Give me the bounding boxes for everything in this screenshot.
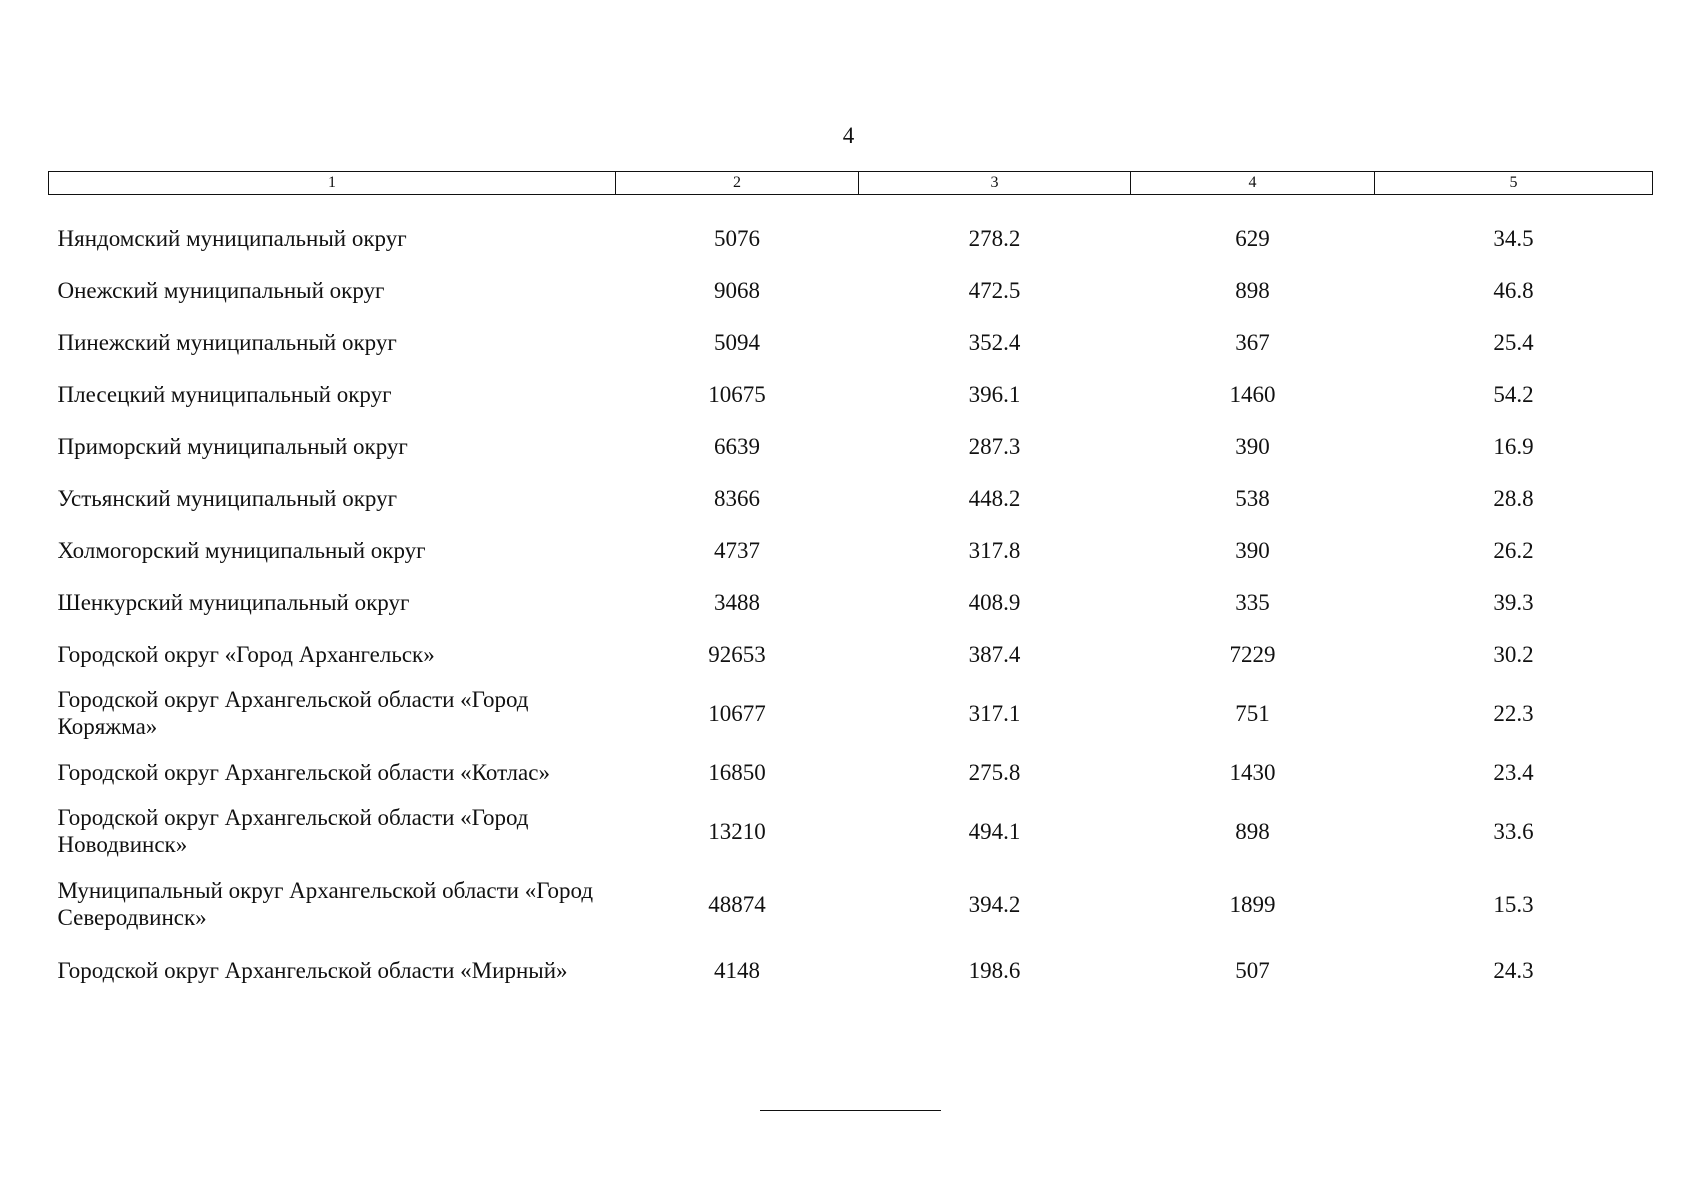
cell-col-4: 390 xyxy=(1235,537,1270,563)
cell-col-4: 335 xyxy=(1235,589,1270,615)
table-row xyxy=(49,316,1653,368)
column-header-5: 5 xyxy=(1375,172,1653,195)
table-row xyxy=(49,944,1653,996)
table-row xyxy=(49,472,1653,524)
cell-col-5: 34.5 xyxy=(1493,225,1534,251)
cell-col-4: 1430 xyxy=(1229,759,1276,785)
cell-col-5: 25.4 xyxy=(1493,329,1534,355)
cell-col-3: 275.8 xyxy=(968,759,1021,785)
column-header-2: 2 xyxy=(616,172,859,195)
table-row xyxy=(49,264,1653,316)
table-row xyxy=(49,680,1653,746)
table-row xyxy=(49,420,1653,472)
cell-col-4: 507 xyxy=(1235,957,1270,983)
cell-col-4: 1899 xyxy=(1229,891,1276,917)
municipality-name: Муниципальный округ Архангельской области «Город Северодвинск» xyxy=(57,878,594,930)
cell-col-2: 6639 xyxy=(714,433,760,459)
cell-col-3: 494.1 xyxy=(968,818,1021,844)
cell-col-2: 13210 xyxy=(708,818,766,844)
cell-col-2: 4737 xyxy=(714,537,760,563)
cell-col-5: 26.2 xyxy=(1493,537,1534,563)
cell-col-5: 23.4 xyxy=(1493,759,1534,785)
cell-col-2: 3488 xyxy=(714,589,760,615)
cell-col-4: 367 xyxy=(1235,329,1270,355)
cell-col-5: 15.3 xyxy=(1493,891,1534,917)
cell-col-2: 10675 xyxy=(708,381,766,407)
municipality-name: Приморский муниципальный округ xyxy=(57,433,408,459)
cell-col-4: 751 xyxy=(1235,700,1270,726)
cell-col-4: 1460 xyxy=(1229,381,1276,407)
cell-col-4: 538 xyxy=(1235,485,1270,511)
table-row xyxy=(49,368,1653,420)
cell-col-3: 198.6 xyxy=(968,957,1021,983)
cell-col-2: 9068 xyxy=(714,277,760,303)
table-row xyxy=(49,746,1653,798)
cell-col-3: 278.2 xyxy=(968,225,1021,251)
cell-col-3: 387.4 xyxy=(968,641,1021,667)
cell-col-4: 629 xyxy=(1235,225,1270,251)
cell-col-2: 4148 xyxy=(714,957,760,983)
cell-col-5: 39.3 xyxy=(1493,589,1534,615)
column-header-4: 4 xyxy=(1131,172,1375,195)
table-row xyxy=(49,524,1653,576)
municipality-name: Городской округ Архангельской области «Котлас» xyxy=(57,759,550,785)
cell-col-3: 352.4 xyxy=(968,329,1021,355)
cell-col-3: 287.3 xyxy=(968,433,1021,459)
table-row xyxy=(49,576,1653,628)
cell-col-2: 8366 xyxy=(714,485,760,511)
cell-col-5: 24.3 xyxy=(1493,957,1534,983)
municipality-name: Устьянский муниципальный округ xyxy=(57,485,398,511)
column-header-3: 3 xyxy=(859,172,1131,195)
column-number-header-row xyxy=(49,172,1653,195)
municipality-name: Городской округ Архангельской области «Город Коряжма» xyxy=(57,687,529,739)
cell-col-2: 48874 xyxy=(708,891,766,917)
municipality-name: Шенкурский муниципальный округ xyxy=(57,589,410,615)
municipality-name: Холмогорский муниципальный округ xyxy=(57,537,426,563)
cell-col-2: 16850 xyxy=(708,759,766,785)
data-table xyxy=(48,171,1653,996)
cell-col-3: 472.5 xyxy=(968,277,1021,303)
municipality-name: Онежский муниципальный округ xyxy=(57,277,385,303)
table-row xyxy=(49,212,1653,264)
end-of-document-rule xyxy=(760,1110,941,1111)
municipality-name: Плесецкий муниципальный округ xyxy=(57,381,392,407)
page-number: 4 xyxy=(842,123,855,148)
table-row xyxy=(49,864,1653,944)
cell-col-2: 5076 xyxy=(714,225,760,251)
cell-col-3: 408.9 xyxy=(968,589,1021,615)
cell-col-4: 390 xyxy=(1235,433,1270,459)
cell-col-4: 7229 xyxy=(1229,641,1276,667)
cell-col-2: 10677 xyxy=(708,700,766,726)
municipality-name: Городской округ Архангельской области «Город Новодвинск» xyxy=(57,805,529,857)
cell-col-5: 46.8 xyxy=(1493,277,1534,303)
cell-col-5: 54.2 xyxy=(1493,381,1534,407)
municipality-name: Няндомский муниципальный округ xyxy=(57,225,407,251)
municipality-name: Городской округ Архангельской области «Мирный» xyxy=(57,957,568,983)
municipality-name: Городской округ «Город Архангельск» xyxy=(57,641,435,667)
column-header-1: 1 xyxy=(49,172,616,195)
cell-col-5: 22.3 xyxy=(1493,700,1534,726)
spacer-row xyxy=(49,195,1653,213)
cell-col-3: 394.2 xyxy=(968,891,1021,917)
cell-col-4: 898 xyxy=(1235,277,1270,303)
cell-col-3: 448.2 xyxy=(968,485,1021,511)
cell-col-3: 317.1 xyxy=(968,700,1021,726)
table-row xyxy=(49,798,1653,864)
municipality-name: Пинежский муниципальный округ xyxy=(57,329,397,355)
cell-col-3: 317.8 xyxy=(968,537,1021,563)
table-row xyxy=(49,628,1653,680)
cell-col-5: 30.2 xyxy=(1493,641,1534,667)
cell-col-5: 28.8 xyxy=(1493,485,1534,511)
cell-col-4: 898 xyxy=(1235,818,1270,844)
cell-col-3: 396.1 xyxy=(968,381,1021,407)
cell-col-2: 92653 xyxy=(708,641,766,667)
cell-col-5: 33.6 xyxy=(1493,818,1534,844)
cell-col-5: 16.9 xyxy=(1493,433,1534,459)
cell-col-2: 5094 xyxy=(714,329,760,355)
